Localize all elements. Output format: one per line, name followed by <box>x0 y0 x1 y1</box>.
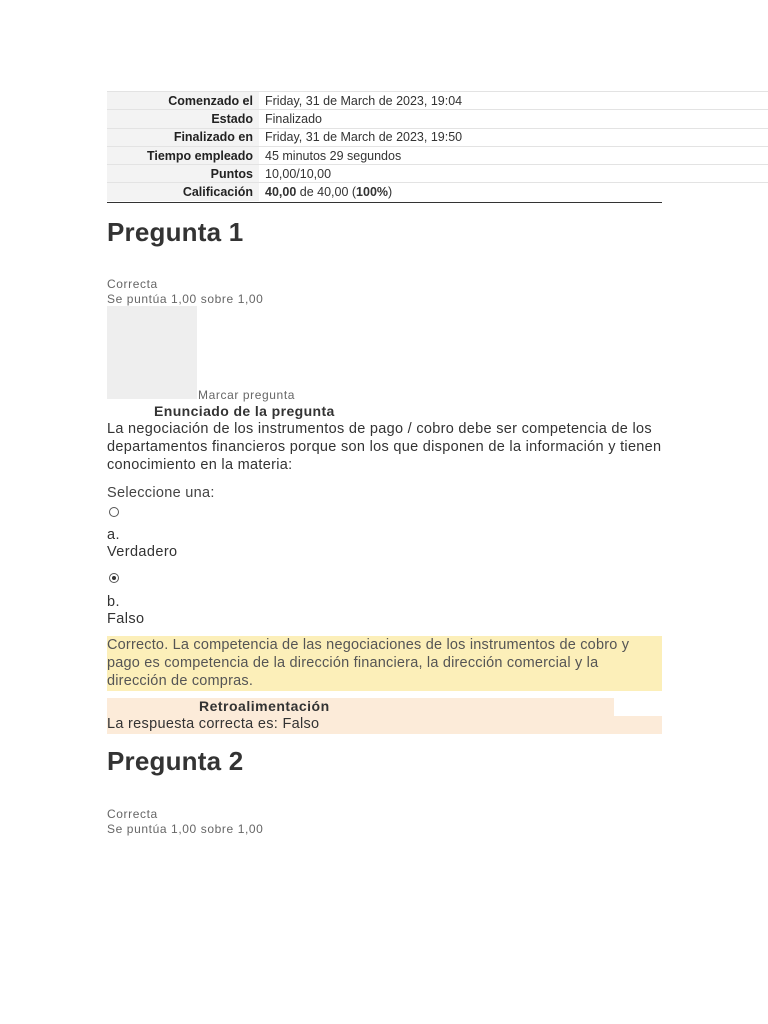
summary-row <box>107 92 768 110</box>
grade-close: ) <box>388 185 393 200</box>
grade-of-text: de 40,00 ( <box>296 185 357 200</box>
summary-row <box>107 183 768 201</box>
question-1-prompt: Seleccione una: <box>107 485 215 501</box>
option-b-label[interactable]: Falso <box>107 611 145 627</box>
summary-value-finished: Friday, 31 de March de 2023, 19:50 <box>259 128 768 146</box>
summary-label-grade: Calificación <box>107 183 259 201</box>
summary-label-time-taken: Tiempo empleado <box>107 146 259 164</box>
question-1-state: Correcta <box>107 277 158 291</box>
specific-feedback: Correcto. La competencia de las negociaciones de los instrumentos de cobro y pago es competencia de la dirección financiera, la dirección comercial y la dirección de compras. <box>107 636 662 691</box>
attempt-summary-table <box>107 91 768 201</box>
question-1-title: Pregunta 1 <box>107 217 244 247</box>
question-2-state: Correcta <box>107 807 158 821</box>
summary-value-started: Friday, 31 de March de 2023, 19:04 <box>259 92 768 110</box>
grade-percent: 100% <box>356 185 389 200</box>
question-1-stem-heading: Enunciado de la pregunta <box>154 403 335 419</box>
option-b-radio[interactable] <box>109 573 119 583</box>
summary-value-time-taken: 45 minutos 29 segundos <box>259 146 768 164</box>
summary-label-started: Comenzado el <box>107 92 259 110</box>
summary-value-state: Finalizado <box>259 110 768 128</box>
question-2-title: Pregunta 2 <box>107 746 244 776</box>
summary-value-grade <box>259 183 768 201</box>
summary-value-marks: 10,00/10,00 <box>259 165 768 183</box>
grade-score: 40,00 <box>265 185 297 200</box>
option-a-letter: a. <box>107 527 120 543</box>
general-feedback-heading: Retroalimentación <box>199 698 330 714</box>
summary-row <box>107 146 768 164</box>
summary-label-state: Estado <box>107 110 259 128</box>
summary-row <box>107 165 768 183</box>
option-b-letter: b. <box>107 594 120 610</box>
summary-label-finished: Finalizado en <box>107 128 259 146</box>
summary-row <box>107 128 768 146</box>
general-feedback-heading-bg <box>107 698 614 716</box>
question-1-grade: Se puntúa 1,00 sobre 1,00 <box>107 292 264 306</box>
flag-question-link[interactable]: Marcar pregunta <box>198 388 296 402</box>
question-2-grade: Se puntúa 1,00 sobre 1,00 <box>107 822 264 836</box>
summary-label-marks: Puntos <box>107 165 259 183</box>
summary-divider <box>107 202 662 203</box>
question-1-text: La negociación de los instrumentos de pago / cobro debe ser competencia de los departamentos financieros porque son los que disponen de la información y tienen conocimiento en la materia: <box>107 421 662 473</box>
summary-row <box>107 110 768 128</box>
right-answer: La respuesta correcta es: Falso <box>107 716 320 732</box>
option-a-label[interactable]: Verdadero <box>107 544 178 560</box>
option-a-radio[interactable] <box>109 507 119 517</box>
flag-question-icon[interactable] <box>107 306 197 399</box>
